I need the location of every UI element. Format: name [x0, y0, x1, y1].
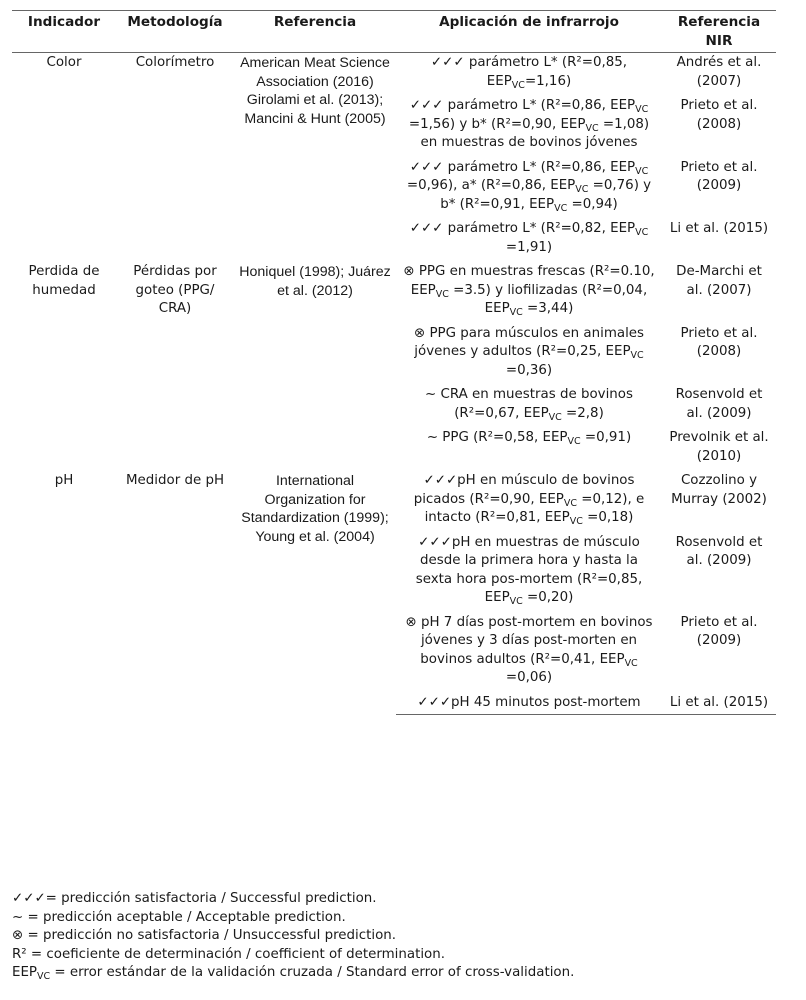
aplicacion-cell: ✓✓✓ parámetro L* (R²=0,86, $EEP_{VC} =0,96$), a* (R²=0,86, $EEP_{VC} =0,76$) y b* (R²=0,91, $EEP_{VC} =0,94$): [406, 159, 652, 214]
referencia-nir-cell: Prieto et al. (2008): [680, 325, 758, 359]
referencia-nir-cell: Prieto et al. (2009): [680, 159, 758, 193]
referencia-cell: American Meat Science Association (2016) Girolami et al. (2013); Mancini & Hunt (2005): [240, 55, 390, 127]
referencia-cell: Honiquel (1998); Juárez et al. (2012): [239, 264, 391, 299]
referencia-nir-cell: Cozzolino y Murray (2002): [671, 473, 767, 507]
nir-table-page: [12, 10, 776, 715]
table-row: [12, 53, 776, 97]
subscript: VC: [554, 202, 568, 214]
referencia-nir-cell: Li et al. (2015): [662, 693, 776, 715]
legend-line: ✓✓✓= predicción satisfactoria / Successful prediction.: [12, 891, 377, 906]
metodologia-cell: Colorímetro: [135, 55, 215, 70]
subscript: VC: [635, 165, 649, 177]
referencia-nir-cell: Rosenvold et al. (2009): [675, 387, 763, 421]
indicador-cell: Color: [46, 55, 82, 70]
subscript: VC: [509, 307, 523, 318]
nir-methods-table: [12, 10, 776, 715]
subscript: VC: [575, 184, 589, 195]
subscript: VC: [509, 596, 523, 607]
subscript: VC: [635, 227, 649, 238]
referencia-nir-cell: Prieto et al. (2009): [680, 614, 758, 648]
aplicacion-cell: ✓✓✓pH en muestras de músculo desde la primera hora y hasta la sexta hora pos-mortem (R²=0,85, $EEP_{VC} =0,20$): [415, 534, 643, 607]
referencia-nir-cell: Li et al. (2015): [669, 221, 769, 236]
subscript: VC: [511, 79, 525, 91]
legend-line: ⊗ = predicción no satisfactoria / Unsuccessful prediction.: [12, 928, 397, 943]
aplicacion-cell: ⊗ pH 7 días post-mortem en bovinos jóvenes y 3 días post-morten en bovinos adultos (R²=0,41, $EEP_{VC} =0,06$): [405, 614, 653, 685]
aplicacion-cell: ✓✓✓pH 45 minutos post-mortem: [396, 693, 662, 715]
indicador-cell: Perdida de humedad: [28, 264, 100, 298]
subscript: VC: [435, 288, 449, 300]
metodologia-cell: Medidor de pH: [125, 473, 225, 488]
header-metodologia: Metodología: [116, 11, 234, 53]
subscript: VC: [37, 971, 51, 982]
table-legend: [12, 890, 792, 983]
header-aplicacion: Aplicación de infrarrojo: [396, 11, 662, 53]
aplicacion-cell: ~ CRA en muestras de bovinos (R²=0,67, $EEP_{VC} =2,8$): [425, 387, 633, 423]
subscript: VC: [567, 436, 581, 447]
aplicacion-cell: ⊗ PPG en muestras frescas (R²=0.10, $EEP_{VC} =3.5$) y liofilizadas (R²=0,04, $EEP_{VC} =3,44$): [403, 264, 655, 318]
subscript: VC: [548, 411, 562, 423]
legend-line: R² = coeficiente de determinación / coefficient of determination.: [12, 946, 445, 962]
aplicacion-cell: ✓✓✓ parámetro L* (R²=0,86, $EEP_{VC} =1,56$) y b* (R²=0,90, $EEP_{VC} =1,08$) en muestras de bovinos jóvenes: [408, 98, 650, 150]
subscript: VC: [630, 350, 644, 361]
aplicacion-cell: ✓✓✓pH en músculo de bovinos picados (R²=0,90, $EEP_{VC} =0,12$), e intacto (R²=0,81, $EEP_{VC} =0,18$): [413, 473, 645, 527]
table-row: [12, 262, 776, 324]
metodologia-cell: Pérdidas por goteo (PPG/ CRA): [133, 264, 217, 316]
legend-line: ~ = predicción aceptable / Acceptable prediction.: [12, 909, 346, 925]
referencia-nir-cell: Andrés et al. (2007): [676, 55, 762, 89]
indicador-cell: pH: [54, 473, 74, 488]
referencia-nir-cell: De-Marchi et al. (2007): [676, 264, 762, 298]
aplicacion-cell: ✓✓✓ parámetro L* (R²=0,82, $EEP_{VC} =1,91$): [409, 221, 649, 255]
table-row: [12, 471, 776, 533]
header-referencia: Referencia: [234, 11, 396, 53]
subscript: VC: [624, 657, 638, 669]
aplicacion-cell: ✓✓✓ parámetro L* (R²=0,85, $EEP_{VC}=1,16$): [430, 55, 628, 91]
subscript: VC: [635, 104, 649, 115]
table-header: [12, 11, 776, 53]
referencia-nir-cell: Rosenvold et al. (2009): [675, 534, 763, 568]
aplicacion-cell: ⊗ PPG para músculos en animales jóvenes y adultos (R²=0,25, $EEP_{VC} =0,36$): [413, 325, 644, 378]
referencia-cell: International Organization for Standardization (1999); Young et al. (2004): [241, 473, 389, 545]
referencia-nir-cell: Prevolnik et al. (2010): [669, 430, 769, 464]
aplicacion-cell: ~ PPG (R²=0,58, $EEP_{VC} =0,91$): [426, 430, 632, 447]
header-indicador: Indicador: [12, 11, 116, 53]
header-referencia-nir: Referencia NIR: [662, 11, 776, 53]
subscript: VC: [569, 516, 583, 527]
subscript: VC: [585, 122, 599, 134]
subscript: VC: [563, 497, 577, 509]
legend-line: $EEP_{VC}$ = error estándar de la validación cruzada / Standard error of cross-validation.: [12, 965, 575, 982]
table-body: [12, 53, 776, 715]
referencia-nir-cell: Prieto et al. (2008): [680, 98, 758, 132]
